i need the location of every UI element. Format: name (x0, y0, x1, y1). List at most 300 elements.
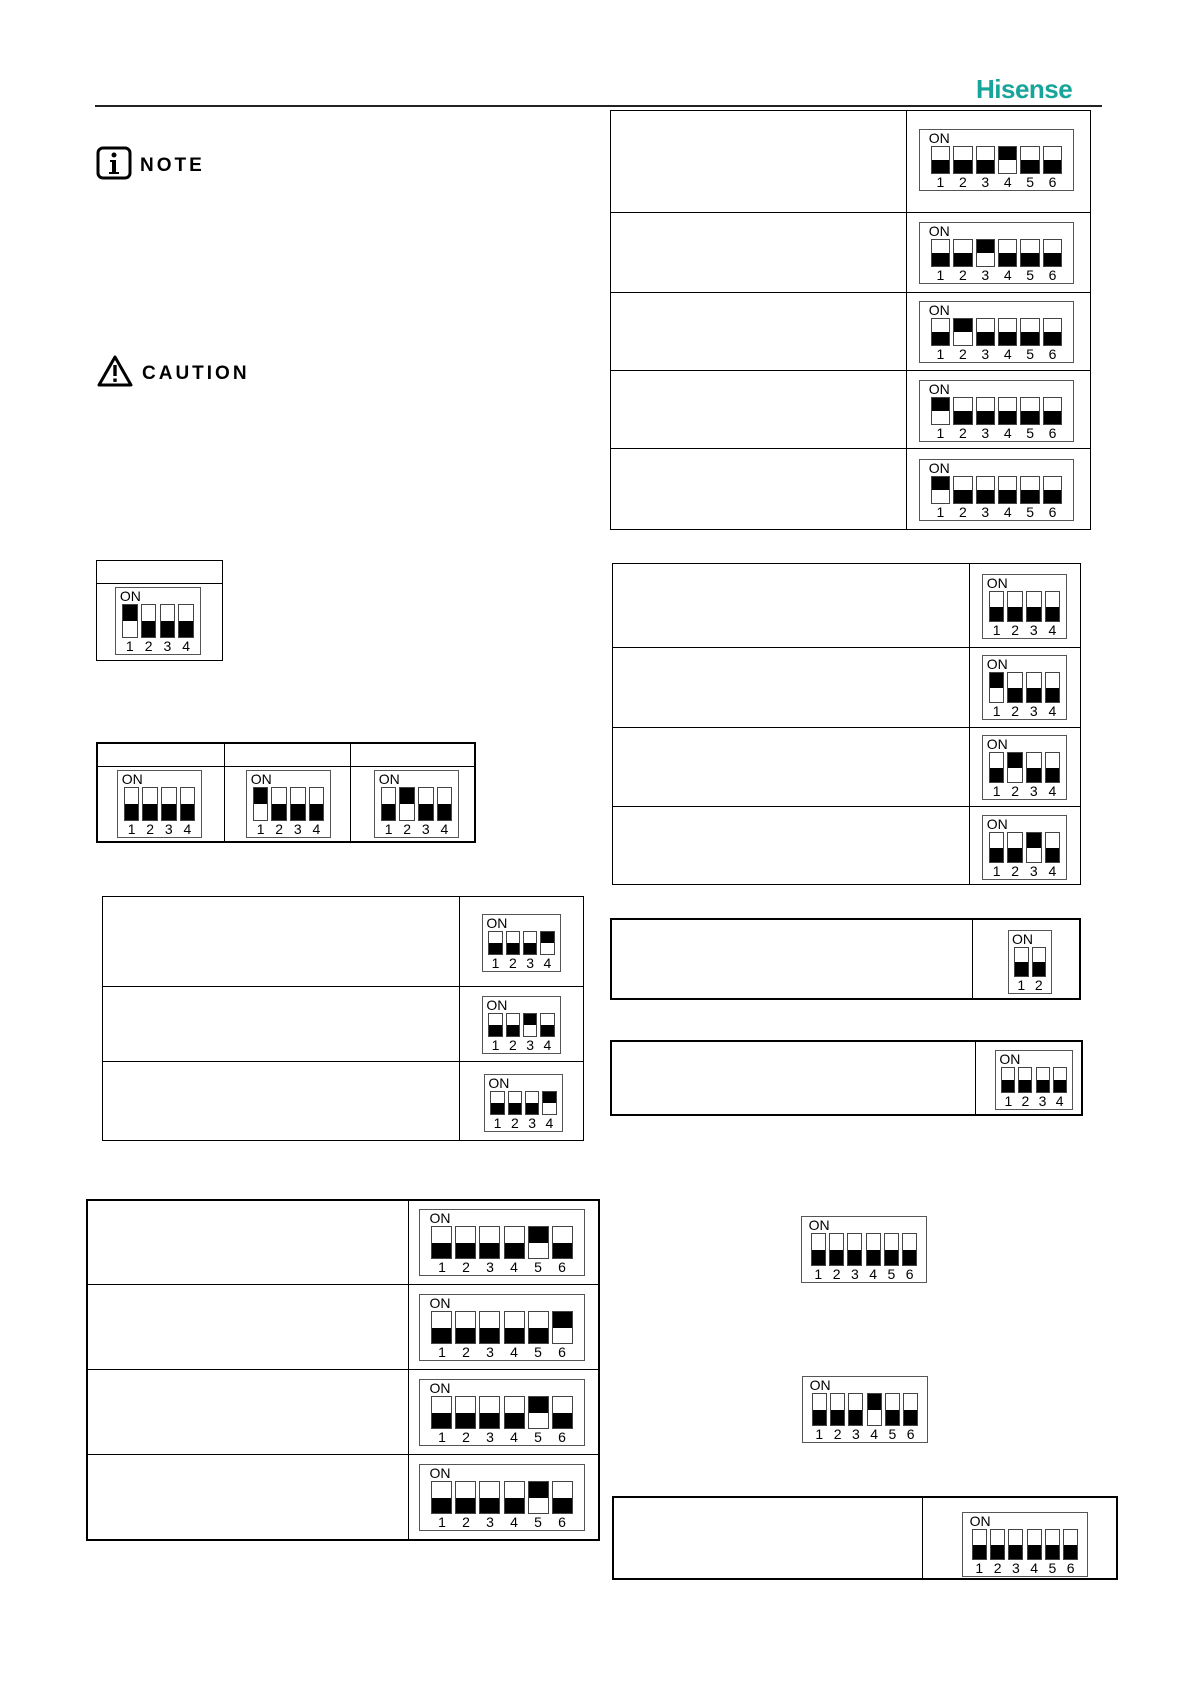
switch-lever (953, 318, 972, 346)
switch-lever (552, 1396, 573, 1429)
switch-lever (1026, 832, 1042, 863)
switch-lever (437, 787, 453, 821)
switch-lever (142, 787, 158, 821)
switch-number: 5 (1026, 346, 1035, 362)
lever-off-knob (553, 1498, 572, 1514)
switch-on-label: ON (928, 130, 950, 146)
lever-off-knob (932, 253, 949, 266)
lever-off-knob (526, 1103, 538, 1114)
dip-switch (982, 574, 1067, 639)
lever-off-knob (1027, 768, 1041, 783)
lever-off-knob (480, 1328, 499, 1344)
switch-lever (866, 1233, 881, 1266)
switch-number: 4 (1055, 1093, 1064, 1109)
switch-number: 3 (851, 1426, 860, 1442)
switch-number: 1 (125, 638, 134, 654)
switch-number: 6 (1048, 267, 1057, 283)
switch-lever (1045, 672, 1061, 703)
lever-off-knob (529, 1328, 548, 1344)
switch-on-label: ON (486, 997, 508, 1013)
lever-off-knob (456, 1243, 475, 1259)
switch-number: 5 (534, 1429, 542, 1445)
switch-lever (989, 591, 1005, 622)
header-rule (95, 105, 1102, 107)
switch-number: 4 (1003, 346, 1012, 362)
lever-off-knob (505, 1328, 524, 1344)
switch-number: 2 (1011, 783, 1020, 799)
switch-number: 1 (936, 346, 945, 362)
dip-switch (802, 1376, 928, 1443)
switch-lever (998, 239, 1017, 267)
switch-lever (540, 931, 554, 955)
lever-on-knob (868, 1394, 881, 1410)
lever-on-knob (954, 319, 971, 332)
switch-number: 3 (1011, 1560, 1020, 1576)
switch-lever (381, 787, 397, 821)
switch-lever (528, 1311, 549, 1344)
lever-off-knob (480, 1498, 499, 1514)
switch-on-label: ON (928, 381, 950, 397)
switch-number: 4 (870, 1426, 879, 1442)
switch-lever (931, 239, 950, 267)
switch-number: 1 (936, 425, 945, 441)
switch-number: 1 (1004, 1093, 1013, 1109)
switch-lever (1020, 318, 1039, 346)
switch-lever (931, 476, 950, 504)
lever-off-knob (142, 621, 156, 637)
switch-number: 2 (833, 1426, 842, 1442)
switch-number: 4 (1003, 425, 1012, 441)
switch-number: 1 (975, 1560, 984, 1576)
switch-number: 6 (1048, 504, 1057, 520)
switch-lever (847, 1233, 862, 1266)
switch-lever (903, 1393, 918, 1426)
switch-lever (931, 318, 950, 346)
switch-lever (811, 1233, 826, 1266)
switch-lever (552, 1311, 573, 1344)
lever-off-knob (830, 1250, 843, 1266)
switch-lever (1007, 832, 1023, 863)
switch-number: 2 (958, 504, 967, 520)
switch-number: 3 (1029, 703, 1038, 719)
switch-number: 2 (1011, 622, 1020, 638)
dip-switch (982, 655, 1067, 720)
lever-on-knob (999, 147, 1016, 160)
switch-number: 2 (462, 1344, 470, 1360)
lever-off-knob (509, 1103, 521, 1114)
lever-off-knob (438, 804, 452, 820)
lever-on-knob (524, 1014, 536, 1025)
dip-switch (919, 301, 1074, 363)
lever-off-knob (954, 411, 971, 424)
switch-lever (528, 1481, 549, 1514)
switch-lever (1045, 832, 1061, 863)
switch-number: 5 (1048, 1560, 1057, 1576)
lever-off-knob (161, 621, 175, 637)
switch-on-label: ON (986, 816, 1008, 832)
switch-lever (488, 931, 502, 955)
lever-off-knob (954, 160, 971, 173)
switch-number: 3 (981, 174, 990, 190)
info-icon (96, 146, 132, 185)
switch-on-label: ON (809, 1377, 831, 1393)
switch-number: 3 (850, 1266, 859, 1282)
dip-switch (374, 770, 459, 838)
switch-number: 3 (421, 821, 430, 837)
lever-on-knob (1008, 753, 1022, 768)
switch-lever (431, 1481, 452, 1514)
switch-number: 3 (1038, 1093, 1047, 1109)
switch-lever (309, 787, 325, 821)
lever-off-knob (1021, 253, 1038, 266)
switch-number: 2 (144, 638, 153, 654)
switch-lever (989, 752, 1005, 783)
switch-number: 4 (1003, 504, 1012, 520)
dip-switch (919, 129, 1074, 191)
switch-number: 5 (888, 1426, 897, 1442)
switch-number: 3 (293, 821, 302, 837)
switch-number: 4 (440, 821, 449, 837)
lever-off-knob (505, 1243, 524, 1259)
lever-off-knob (990, 768, 1004, 783)
switch-lever (976, 476, 995, 504)
switch-number: 4 (510, 1259, 518, 1275)
lever-off-knob (524, 943, 536, 954)
switch-lever (998, 318, 1017, 346)
lever-off-knob (886, 1410, 899, 1426)
lever-off-knob (1027, 688, 1041, 703)
switch-lever (506, 931, 520, 955)
lever-off-knob (954, 490, 971, 503)
switch-number: 3 (1029, 783, 1038, 799)
switch-number: 2 (993, 1560, 1002, 1576)
lever-off-knob (1021, 332, 1038, 345)
switch-number: 2 (832, 1266, 841, 1282)
switch-number: 1 (814, 1266, 823, 1282)
dip-switch (482, 996, 561, 1054)
switch-lever (528, 1396, 549, 1429)
dip-switch (919, 380, 1074, 442)
switch-number: 6 (906, 1426, 915, 1442)
switch-on-label: ON (986, 575, 1008, 591)
lever-off-knob (1009, 1545, 1022, 1560)
lever-off-knob (1044, 490, 1061, 503)
switch-lever (141, 604, 157, 638)
switch-lever (455, 1226, 476, 1259)
switch-lever (1026, 752, 1042, 783)
switch-number: 2 (403, 821, 412, 837)
lever-off-knob (541, 1025, 553, 1036)
lever-off-knob (432, 1413, 451, 1429)
lever-off-knob (1046, 688, 1060, 703)
lever-off-knob (507, 1025, 519, 1036)
switch-on-label: ON (429, 1210, 451, 1226)
lever-off-knob (977, 332, 994, 345)
switch-on-label: ON (486, 915, 508, 931)
switch-number: 1 (256, 821, 265, 837)
lever-off-knob (991, 1545, 1004, 1560)
lever-off-knob (1044, 253, 1061, 266)
switch-number: 6 (558, 1344, 566, 1360)
lever-off-knob (1044, 160, 1061, 173)
lever-off-knob (291, 804, 305, 820)
switch-number: 6 (1048, 174, 1057, 190)
lever-off-knob (999, 490, 1016, 503)
switch-lever (1007, 591, 1023, 622)
switch-lever (490, 1091, 504, 1115)
switch-lever (989, 672, 1005, 703)
switch-on-label: ON (928, 460, 950, 476)
dip-switch (962, 1512, 1088, 1577)
dip-switch (246, 770, 331, 838)
switch-lever (523, 1013, 537, 1037)
switch-number: 2 (1021, 1093, 1030, 1109)
lever-off-knob (507, 943, 519, 954)
switch-lever (431, 1396, 452, 1429)
switch-number: 1 (936, 174, 945, 190)
switch-lever (953, 476, 972, 504)
switch-lever (830, 1393, 845, 1426)
switch-on-label: ON (1012, 931, 1033, 947)
switch-lever (528, 1226, 549, 1259)
lever-on-knob (543, 1092, 555, 1103)
switch-lever (160, 604, 176, 638)
switch-lever (418, 787, 434, 821)
switch-number: 4 (510, 1514, 518, 1530)
switch-lever (504, 1226, 525, 1259)
switch-number: 4 (510, 1429, 518, 1445)
switch-number: 1 (438, 1429, 446, 1445)
switch-lever (178, 604, 194, 638)
switch-number: 1 (127, 821, 136, 837)
lever-on-knob (529, 1397, 548, 1413)
switch-lever (479, 1481, 500, 1514)
switch-lever (180, 787, 196, 821)
switch-lever (488, 1013, 502, 1037)
lever-off-knob (143, 804, 157, 820)
lever-off-knob (1008, 848, 1022, 863)
switch-number: 2 (1034, 977, 1043, 993)
switch-lever (122, 604, 138, 638)
dip-switch (117, 770, 202, 838)
dip-switch (484, 1074, 563, 1132)
switch-lever (1020, 239, 1039, 267)
lever-on-knob (529, 1227, 548, 1243)
switch-on-label: ON (986, 736, 1008, 752)
switch-lever (1043, 476, 1062, 504)
switch-number: 4 (510, 1344, 518, 1360)
switch-number: 4 (869, 1266, 878, 1282)
switch-number: 5 (887, 1266, 896, 1282)
lever-off-knob (1028, 1545, 1041, 1560)
switch-number: 1 (384, 821, 393, 837)
lever-off-knob (432, 1243, 451, 1259)
lever-off-knob (977, 411, 994, 424)
switch-number: 1 (438, 1344, 446, 1360)
switch-lever (998, 146, 1017, 174)
lever-off-knob (1015, 962, 1028, 976)
switch-number: 2 (1011, 863, 1020, 879)
switch-number: 2 (275, 821, 284, 837)
switch-number: 1 (493, 1115, 502, 1131)
switch-number: 2 (462, 1429, 470, 1445)
switch-lever (976, 239, 995, 267)
switch-lever (1007, 752, 1023, 783)
lever-off-knob (456, 1498, 475, 1514)
switch-number: 2 (462, 1259, 470, 1275)
lever-off-knob (553, 1413, 572, 1429)
switch-lever (972, 1529, 987, 1560)
switch-lever (431, 1311, 452, 1344)
lever-on-knob (254, 788, 268, 804)
switch-number: 3 (486, 1259, 494, 1275)
warning-triangle-icon (96, 354, 134, 393)
dip-switch (115, 587, 201, 655)
lever-off-knob (310, 804, 324, 820)
lever-off-knob (977, 490, 994, 503)
lever-off-knob (1046, 768, 1060, 783)
switch-number: 1 (491, 1037, 500, 1053)
switch-on-label: ON (999, 1051, 1021, 1067)
switch-lever (1036, 1067, 1050, 1093)
switch-lever (953, 397, 972, 425)
lever-off-knob (432, 1498, 451, 1514)
lever-off-knob (1033, 962, 1046, 976)
switch-number: 3 (163, 638, 172, 654)
switch-lever (812, 1393, 827, 1426)
switch-on-label: ON (429, 1380, 451, 1396)
switch-lever (1007, 672, 1023, 703)
switch-number: 4 (1048, 783, 1057, 799)
switch-number: 4 (312, 821, 321, 837)
switch-lever (1043, 239, 1062, 267)
lever-off-knob (973, 1545, 986, 1560)
lever-off-knob (904, 1410, 917, 1426)
switch-lever (1026, 591, 1042, 622)
lever-off-knob (162, 804, 176, 820)
lever-off-knob (831, 1410, 844, 1426)
switch-lever (552, 1481, 573, 1514)
lever-off-knob (1044, 332, 1061, 345)
lever-off-knob (1027, 607, 1041, 622)
switch-number: 3 (981, 267, 990, 283)
switch-lever (1008, 1529, 1023, 1560)
switch-lever (829, 1233, 844, 1266)
switch-lever (540, 1013, 554, 1037)
lever-off-knob (1037, 1080, 1049, 1092)
lever-off-knob (977, 160, 994, 173)
switch-number: 4 (543, 955, 552, 971)
switch-number: 6 (558, 1429, 566, 1445)
lever-off-knob (456, 1328, 475, 1344)
switch-number: 4 (1030, 1560, 1039, 1576)
lever-off-knob (990, 607, 1004, 622)
switch-number: 3 (981, 425, 990, 441)
switch-number: 1 (491, 955, 500, 971)
switch-on-label: ON (969, 1513, 991, 1529)
switch-lever (431, 1226, 452, 1259)
switch-number: 2 (1011, 703, 1020, 719)
switch-lever (479, 1311, 500, 1344)
switch-lever (1043, 146, 1062, 174)
lever-on-knob (932, 477, 949, 490)
switch-lever (976, 146, 995, 174)
switch-number: 2 (508, 955, 517, 971)
switch-number: 5 (534, 1344, 542, 1360)
switch-number: 5 (1026, 425, 1035, 441)
lever-off-knob (954, 253, 971, 266)
lever-off-knob (456, 1413, 475, 1429)
switch-lever (1045, 591, 1061, 622)
switch-number: 1 (936, 267, 945, 283)
dip-switch (995, 1050, 1073, 1110)
switch-number: 4 (183, 821, 192, 837)
lever-on-knob (977, 240, 994, 253)
switch-number: 4 (1003, 174, 1012, 190)
switch-number: 3 (981, 346, 990, 362)
lever-on-knob (932, 398, 949, 411)
lever-off-knob (903, 1250, 916, 1266)
lever-off-knob (932, 160, 949, 173)
switch-lever (1001, 1067, 1015, 1093)
switch-lever (1020, 476, 1039, 504)
switch-lever (884, 1233, 899, 1266)
switch-number: 1 (438, 1514, 446, 1530)
switch-number: 5 (534, 1514, 542, 1530)
switch-lever (455, 1311, 476, 1344)
lever-off-knob (867, 1250, 880, 1266)
switch-number: 3 (526, 955, 535, 971)
lever-off-knob (419, 804, 433, 820)
dip-switch (982, 815, 1067, 880)
lever-off-knob (1054, 1080, 1066, 1092)
switch-lever (867, 1393, 882, 1426)
switch-number: 1 (1017, 977, 1026, 993)
switch-lever (542, 1091, 556, 1115)
lever-on-knob (541, 932, 553, 943)
switch-number: 4 (1048, 863, 1057, 879)
switch-lever (506, 1013, 520, 1037)
switch-on-label: ON (488, 1075, 510, 1091)
lever-off-knob (1046, 848, 1060, 863)
lever-off-knob (999, 411, 1016, 424)
switch-number: 4 (545, 1115, 554, 1131)
switch-on-label: ON (119, 588, 141, 604)
switch-lever (271, 787, 287, 821)
switch-number: 3 (1029, 863, 1038, 879)
switch-on-label: ON (378, 771, 400, 787)
lever-off-knob (812, 1250, 825, 1266)
switch-number: 4 (1048, 703, 1057, 719)
switch-lever (290, 787, 306, 821)
lever-off-knob (1002, 1080, 1014, 1092)
lever-on-knob (553, 1312, 572, 1328)
switch-lever (525, 1091, 539, 1115)
lever-off-knob (999, 253, 1016, 266)
dip-switch (419, 1209, 585, 1276)
switch-number: 1 (992, 703, 1001, 719)
switch-number: 5 (1026, 504, 1035, 520)
switch-number: 2 (958, 267, 967, 283)
lever-off-knob (885, 1250, 898, 1266)
lever-off-knob (1046, 607, 1060, 622)
lever-off-knob (272, 804, 286, 820)
switch-lever (976, 318, 995, 346)
switch-lever (931, 146, 950, 174)
lever-off-knob (1019, 1080, 1031, 1092)
brand-logo: Hisense (976, 74, 1073, 104)
lever-off-knob (125, 804, 139, 820)
